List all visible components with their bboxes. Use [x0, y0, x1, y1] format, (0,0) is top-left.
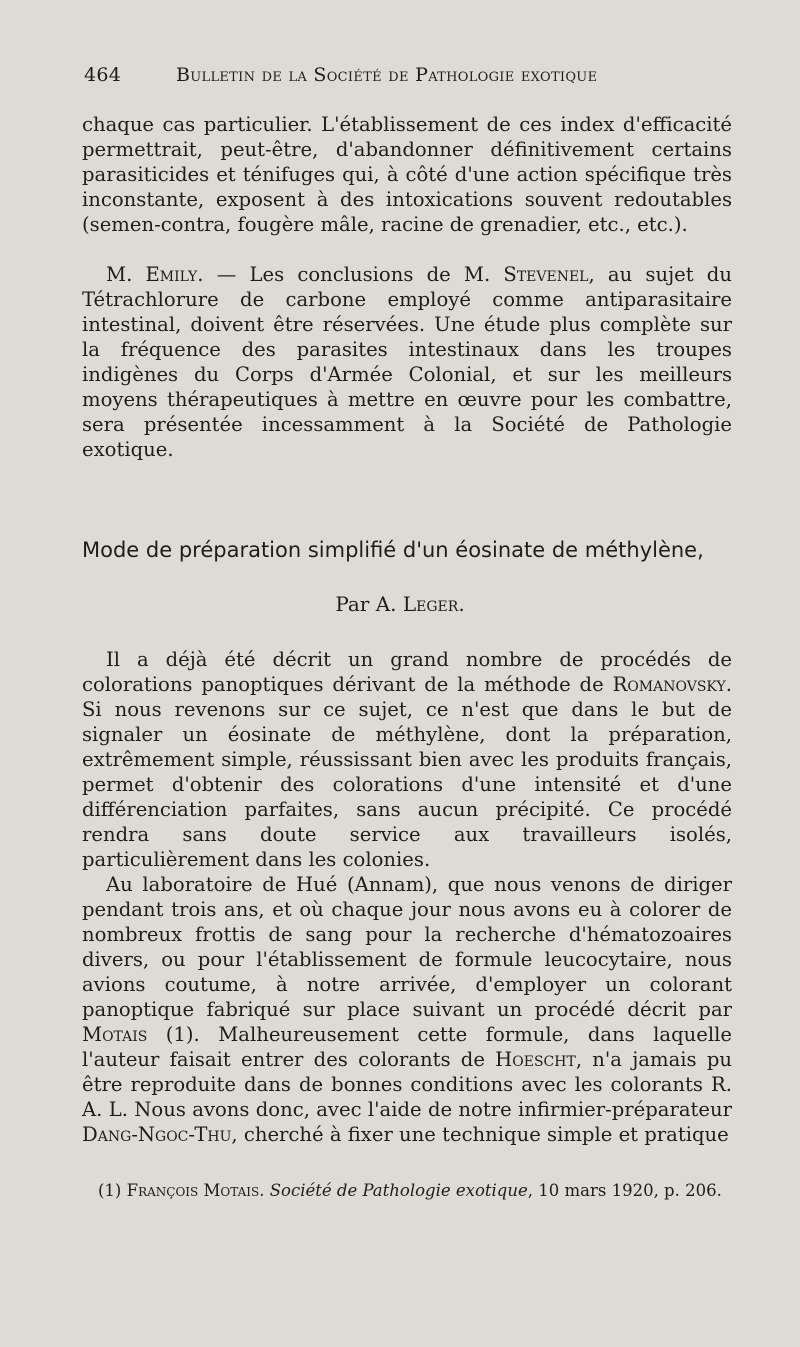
article-title: Mode de préparation simplifié d'un éosinate de méthylène,	[82, 538, 704, 562]
emily-name: Emily	[145, 263, 198, 286]
continued-paragraph: chaque cas particulier. L'établissement de ces index d'efficacité permettrait, peut-être, d'abandonner définitivement certains parasiticides et ténifuges qui, à côté d'une action spécifique très inconstante, exposent à des intoxications souvent redoutables (semen-contra, fougère mâle, racine de grenadier, etc., etc.).	[82, 113, 732, 236]
p2-text-d: , cherché à fixer une technique simple et pratique	[231, 1123, 729, 1146]
p1-text-a: Il a déjà été décrit un grand nombre de procédés de colorations panoptiques dérivant de la méthode de	[82, 648, 732, 696]
p2-name-hoescht: Hoescht	[495, 1048, 576, 1071]
byline-author: Leger	[402, 592, 459, 616]
footnote-marker: (1)	[98, 1181, 127, 1200]
article-body	[82, 647, 732, 1147]
emily-text-2: , au sujet du Tétrachlorure de carbone employé comme antiparasitaire intestinal, doivent être réservées. Une étude plus complète sur la fréquence des parasites intestinaux dans les troupes indigènes du Corps d'Armée Colonial, et sur les meilleurs moyens thérapeutiques à mettre en œuvre pour les combattre, sera présentée incessamment à la Société de Pathologie exotique.	[82, 263, 732, 461]
article-paragraph-1	[82, 647, 732, 872]
p2-text-c: , n'a jamais pu être reproduite dans de bonnes conditions avec les colorants R. A. L. Nous avons donc, avec l'aide de notre infirmier-préparateur	[82, 1048, 732, 1121]
stevenel-name: Stevenel	[503, 263, 589, 286]
p2-name-motais: Motais	[82, 1023, 148, 1046]
p2-text-b: (1). Malheureusement cette formule, dans laquelle l'auteur faisait entrer des colorants de	[82, 1023, 732, 1071]
p2-text-a: Au laboratoire de Hué (Annam), que nous venons de diriger pendant trois ans, et où chaque jour nous avons eu à colorer de nombreux frottis de sang pour la recherche d'hématozoaires divers, ou pour l'établissement de formule leucocytaire, nous avions coutume, à notre arrivée, d'employer un colorant panoptique fabriqué sur place suivant un procédé décrit par	[82, 873, 732, 1021]
emily-prefix: M.	[106, 263, 146, 286]
running-title: Bulletin de la Société de Pathologie exotique	[176, 64, 598, 86]
byline-prefix: Par A.	[335, 592, 403, 616]
footnote-sep: .	[259, 1181, 270, 1200]
continued-paragraph-block	[82, 112, 732, 237]
footnote-author: François Motais	[126, 1181, 260, 1200]
page-number: 464	[84, 64, 122, 86]
article-paragraph-2	[82, 872, 732, 1147]
article-byline	[0, 591, 800, 617]
page-header	[84, 64, 730, 92]
p2-name-dang-ngoc-thu: Dang-Ngoc-Thu	[82, 1123, 232, 1146]
footnote-journal: Société de Pathologie exotique	[269, 1181, 528, 1200]
emily-note	[82, 262, 732, 462]
p1-name-romanovsky: Romanovsky	[612, 673, 726, 696]
byline-suffix: .	[458, 592, 465, 616]
emily-note-block	[82, 262, 732, 462]
footnote-rest: , 10 mars 1920, p. 206.	[527, 1181, 722, 1200]
footnote	[98, 1180, 738, 1202]
p1-text-b: . Si nous revenons sur ce sujet, ce n'est que dans le but de signaler un éosinate de méthylène, dont la préparation, extrêmement simple, réussissant bien avec les produits français, permet d'obtenir des colorations d'une intensité et d'une différenciation parfaites, sans aucun précipité. Ce procédé rendra sans doute service aux travailleurs isolés, particulièrement dans les colonies.	[82, 673, 732, 871]
emily-text-1: . — Les conclusions de M.	[197, 263, 504, 286]
